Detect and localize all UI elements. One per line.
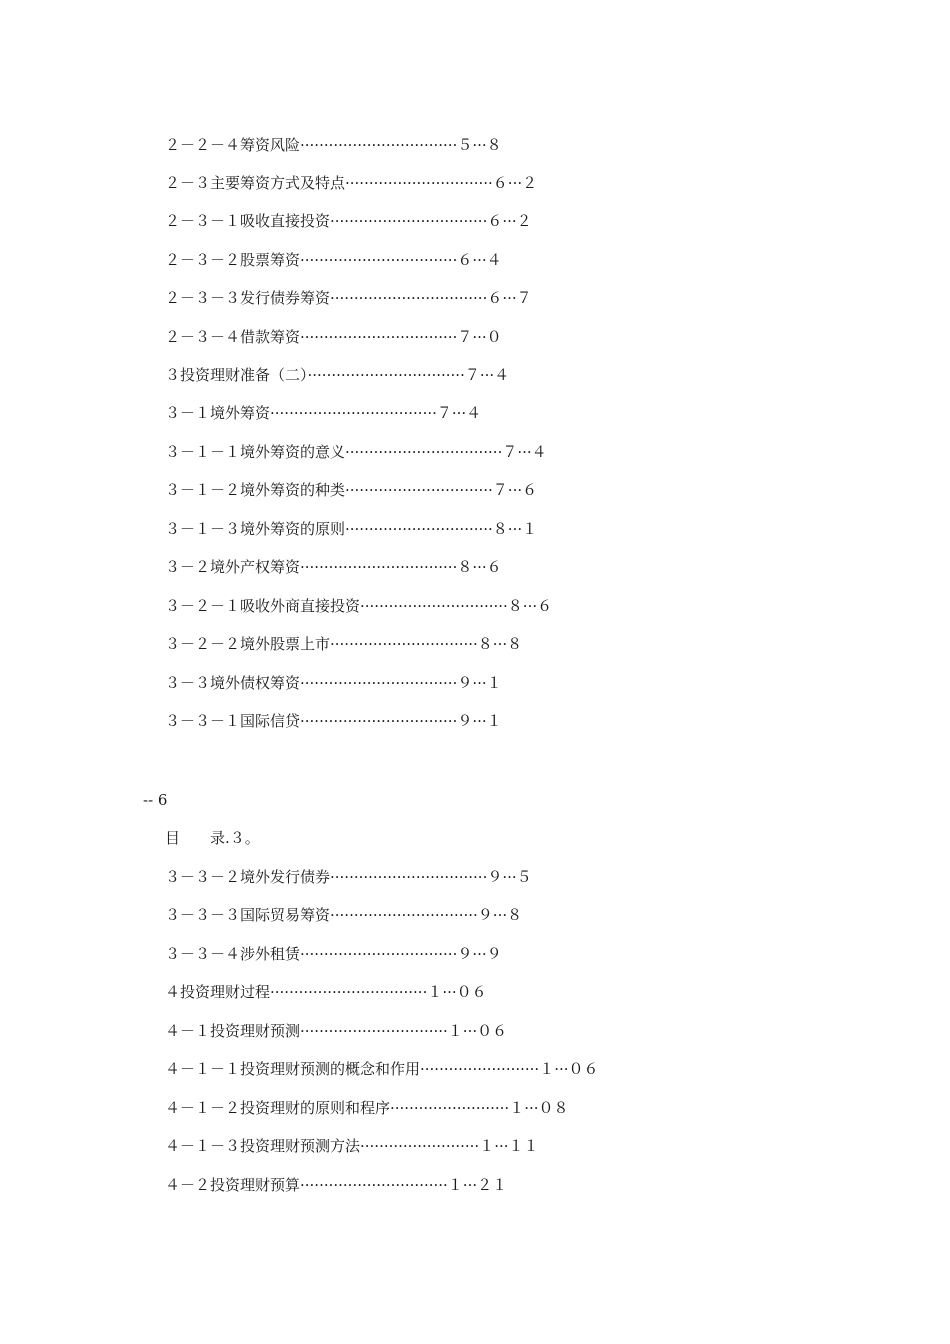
toc-entry: ３－２－１吸收外商直接投资·······························８···６ <box>165 597 553 615</box>
toc-entry: ２－３－４借款筹资·································７···０ <box>165 328 502 346</box>
toc-entry: ３－３－３国际贸易筹资·······························９···８ <box>165 906 523 924</box>
toc-entry: ３－２境外产权筹资·································８···６ <box>165 558 502 576</box>
toc-entry: ３投资理财准备（二）·································７···４ <box>165 366 510 384</box>
toc-entry: ３－２－２境外股票上市·······························８···８ <box>165 635 523 653</box>
toc-entry: ２－３－２股票筹资·································６···４ <box>165 251 502 269</box>
toc-entry: ３－３－１国际信贷·································９···１ <box>165 712 502 730</box>
toc-entry: ３－１境外筹资···································７···４ <box>165 404 482 422</box>
toc-entry: ３－３－４涉外租赁·································９···９ <box>165 945 502 963</box>
toc-header: 目 录.３。 <box>165 829 260 847</box>
page-number: -- 6 <box>143 791 168 809</box>
toc-entry: ２－３－３发行债券筹资·································６···７ <box>165 289 532 307</box>
toc-entry: ４－２投资理财预算·······························１···２１ <box>165 1176 508 1194</box>
toc-entry: ２－２－４筹资风险·································５···８ <box>165 136 502 154</box>
toc-entry: ４－１－１投资理财预测的概念和作用·························１···０６ <box>165 1060 599 1078</box>
toc-entry: ３－１－２境外筹资的种类·······························７···６ <box>165 481 538 499</box>
toc-entry: ４－１投资理财预测·······························１···０６ <box>165 1022 508 1040</box>
toc-entry: ３－３境外债权筹资·································９···１ <box>165 674 502 692</box>
toc-entry: ２－３主要筹资方式及特点·······························６···２ <box>165 174 538 192</box>
toc-entry: ４投资理财过程·································１···０６ <box>165 983 487 1001</box>
toc-entry: ３－１－１境外筹资的意义·································７···４ <box>165 443 547 461</box>
toc-entry: ３－３－２境外发行债券·································９···５ <box>165 868 532 886</box>
toc-entry: ３－１－３境外筹资的原则·······························８···１ <box>165 520 538 538</box>
toc-entry: ２－３－１吸收直接投资·································６···２ <box>165 212 532 230</box>
toc-entry: ４－１－２投资理财的原则和程序·························１···０８ <box>165 1099 569 1117</box>
toc-entry: ４－１－３投资理财预测方法·························１···１１ <box>165 1137 539 1155</box>
